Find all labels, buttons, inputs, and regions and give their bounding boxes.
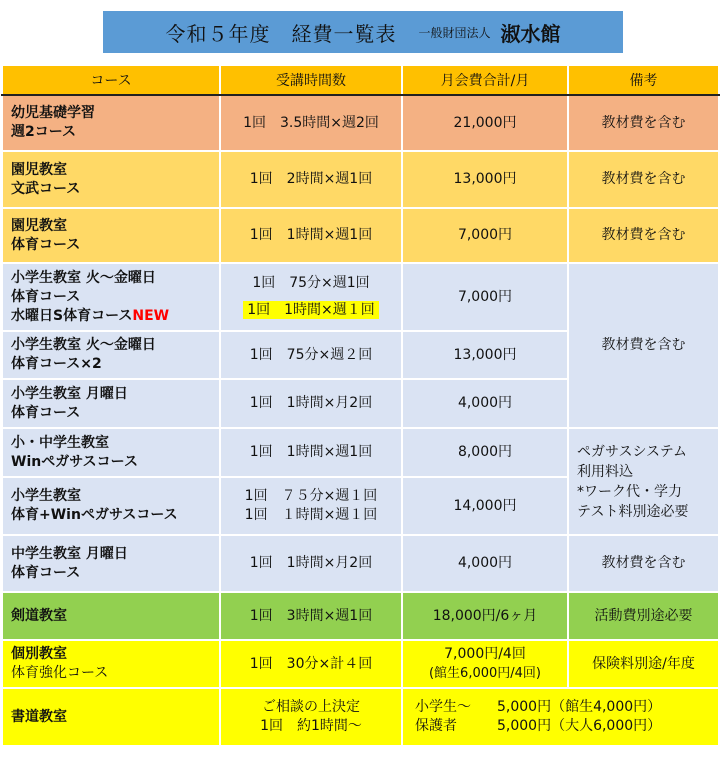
- fee-cell-shodo: 小学生～ 5,000円（館生4,000円） 保護者 5,000円（大人6,000円）: [402, 688, 719, 746]
- table-row: [2, 428, 719, 477]
- hours-cell: 1回 1時間×週1回: [220, 208, 402, 263]
- course-cell: 幼児基礎学習 週2コース: [2, 95, 220, 151]
- hours-cell: 1回 ７５分×週１回 1回 １時間×週１回: [220, 477, 402, 535]
- hours-cell: 1回 3.5時間×週2回: [220, 95, 402, 151]
- table-row: [2, 208, 719, 263]
- table-row: [2, 592, 719, 640]
- table-header-row: [2, 65, 719, 95]
- hours-cell: ご相談の上決定 1回 約1時間～: [220, 688, 402, 746]
- hours-cell: 1回 3時間×週1回: [220, 592, 402, 640]
- table-row: [2, 688, 719, 746]
- header-note: 備考: [568, 65, 719, 95]
- page-title: 令和５年度 経費一覧表: [165, 21, 397, 46]
- fee-cell: 13,000円: [402, 151, 568, 208]
- note-cell-merged: 教材費を含む: [568, 263, 719, 428]
- org-name: 淑水館: [500, 21, 561, 46]
- org-type: 一般財団法人: [418, 25, 491, 40]
- hours-cell: 1回 75分×週２回: [220, 331, 402, 379]
- title-bar: [103, 11, 623, 53]
- table-row: [2, 535, 719, 592]
- course-cell: 剣道教室: [2, 592, 220, 640]
- hours-cell: 1回 1時間×週1回: [220, 428, 402, 477]
- fee-cell: 14,000円: [402, 477, 568, 535]
- table-row: [2, 151, 719, 208]
- note-cell: 教材費を含む: [568, 535, 719, 592]
- course-cell: 中学生教室 月曜日 体育コース: [2, 535, 220, 592]
- fee-cell: 18,000円/6ヶ月: [402, 592, 568, 640]
- hours-cell: 1回 1時間×月2回: [220, 535, 402, 592]
- note-cell: 活動費別途必要: [568, 592, 719, 640]
- fee-cell: 13,000円: [402, 331, 568, 379]
- hours-cell: 1回 1時間×月2回: [220, 379, 402, 428]
- course-cell: 園児教室 文武コース: [2, 151, 220, 208]
- hours-cell: 1回 2時間×週1回: [220, 151, 402, 208]
- table-row: [2, 640, 719, 688]
- course-cell: 小・中学生教室 Winペガサスコース: [2, 428, 220, 477]
- course-cell: 小学生教室 火～金曜日 体育コース×2: [2, 331, 220, 379]
- hours-cell: 1回 30分×計４回: [220, 640, 402, 688]
- table-row: [2, 95, 719, 151]
- hours-cell: 1回 75分×週1回 1回 1時間×週１回: [220, 263, 402, 331]
- table-row: [2, 263, 719, 331]
- header-fee: 月会費合計/月: [402, 65, 568, 95]
- note-cell: 教材費を含む: [568, 151, 719, 208]
- course-cell: 個別教室 体育強化コース: [2, 640, 220, 688]
- fee-table: [1, 64, 720, 747]
- course-cell: 小学生教室 体育+Winペガサスコース: [2, 477, 220, 535]
- fee-cell: 7,000円: [402, 208, 568, 263]
- fee-cell: 21,000円: [402, 95, 568, 151]
- highlighted-hours: 1回 1時間×週１回: [243, 301, 379, 319]
- note-cell-pegasus: ペガサスシステム 利用料込 *ワーク代・学力 テスト料別途必要: [568, 428, 719, 535]
- fee-cell: 8,000円: [402, 428, 568, 477]
- fee-cell: 4,000円: [402, 379, 568, 428]
- note-cell: 保険料別途/年度: [568, 640, 719, 688]
- note-cell: 教材費を含む: [568, 95, 719, 151]
- course-cell: 園児教室 体育コース: [2, 208, 220, 263]
- fee-cell: 7,000円/4回 (館生6,000円/4回): [402, 640, 568, 688]
- note-cell: 教材費を含む: [568, 208, 719, 263]
- fee-cell: 7,000円: [402, 263, 568, 331]
- course-cell: 書道教室: [2, 688, 220, 746]
- course-cell: 小学生教室 火～金曜日 体育コース 水曜日S体育コースNEW: [2, 263, 220, 331]
- header-hours: 受講時間数: [220, 65, 402, 95]
- fee-cell: 4,000円: [402, 535, 568, 592]
- course-cell: 小学生教室 月曜日 体育コース: [2, 379, 220, 428]
- header-course: コース: [2, 65, 220, 95]
- new-badge: NEW: [132, 307, 170, 324]
